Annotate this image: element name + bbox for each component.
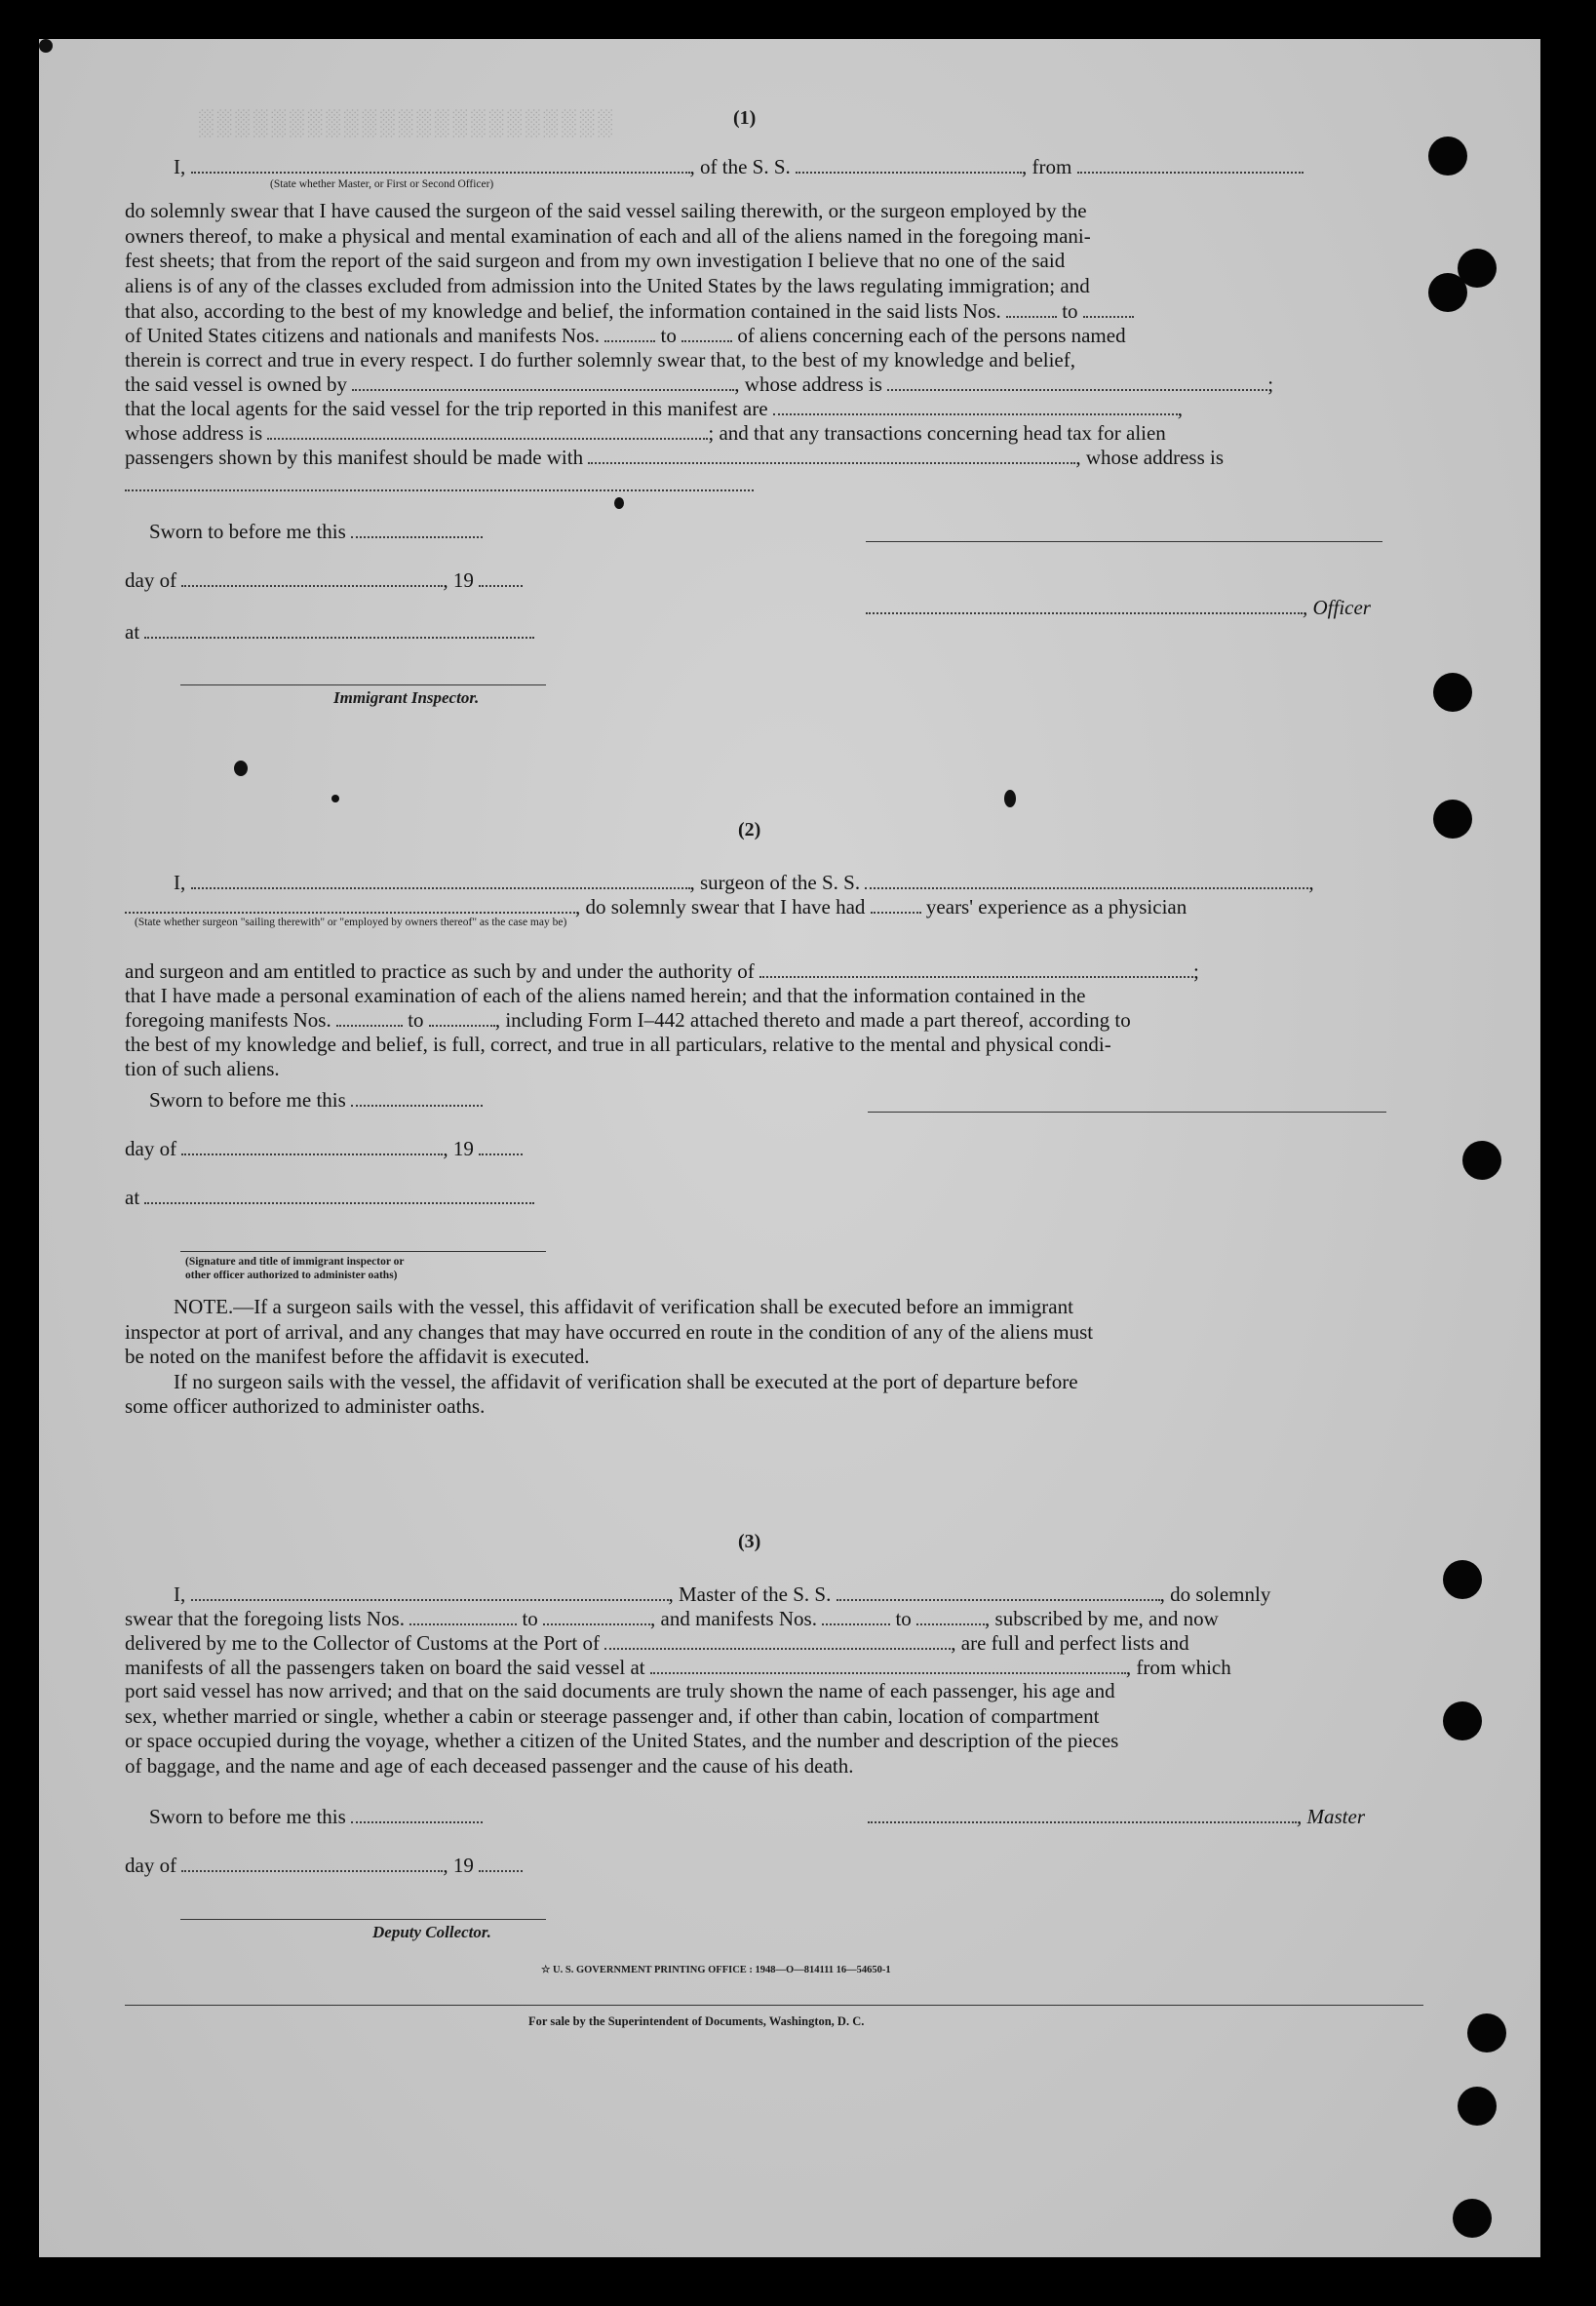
punch-hole	[1443, 1560, 1482, 1599]
s3-collector-label: Deputy Collector.	[372, 1923, 491, 1941]
punch-hole	[1453, 2199, 1492, 2238]
s1-owner-address-field	[887, 373, 1267, 391]
s1-caption: (State whether Master, or First or Second Officer)	[270, 178, 494, 190]
s1-officer-signature-line	[866, 541, 1382, 542]
s2-ship-field	[865, 872, 1308, 889]
s1-day-field	[181, 569, 443, 587]
punch-hole	[1467, 2013, 1506, 2052]
ink-blot	[1004, 790, 1016, 807]
s2-line-2: , do solemnly swear that I have had years' experience as a physician	[125, 894, 1187, 919]
s1-agents-field	[773, 398, 1178, 415]
s1-para-line: aliens is of any of the classes excluded from admission into the United States by the laws regulating immigration; and	[125, 273, 1090, 297]
s1-year-field	[479, 569, 523, 587]
s1-headtax-field	[588, 447, 1075, 464]
ink-blot	[614, 497, 624, 509]
s1-para-line: fest sheets; that from the report of the said surgeon and from my own investigation I believe that no one of the said	[125, 249, 1066, 272]
s3-lists-to	[543, 1608, 650, 1625]
s3-master-signature-field	[868, 1806, 1297, 1823]
s3-master-label: , Master	[1297, 1805, 1365, 1828]
ink-blot	[331, 795, 339, 802]
punch-hole	[1428, 137, 1467, 176]
section-3-number: (3)	[738, 1531, 761, 1552]
bleed-through-header: ░░░░░░░░░░░░░░░░░░░░░░░	[195, 109, 612, 138]
s3-para-line: or space occupied during the voyage, whether a citizen of the United States, and the number and description of the pieces	[125, 1729, 1119, 1752]
s2-surgeon-name-field	[191, 872, 690, 889]
s3-ship-field	[837, 1583, 1160, 1601]
punch-hole	[1462, 1141, 1501, 1180]
s1-officer-title-field	[866, 597, 1303, 614]
s2-sailing-field	[125, 896, 575, 914]
s3-para-line: port said vessel has now arrived; and that on the said documents are truly shown the name of each passenger, his age and	[125, 1679, 1115, 1702]
s1-agents-line: that the local agents for the said vessel for the trip reported in this manifest are ,	[125, 397, 1184, 420]
s2-line-3: and surgeon and am entitled to practice as such by and under the authority of ;	[125, 959, 1199, 983]
s1-ship-field	[796, 156, 1022, 174]
s1-at-line: at	[125, 619, 534, 645]
s1-line-1	[174, 154, 1304, 179]
s1-officer-label: , Officer	[1303, 596, 1371, 619]
s1-manifest-to	[681, 325, 732, 342]
s1-ss-label: , of the S. S.	[689, 155, 791, 178]
ink-blot	[234, 761, 248, 776]
ink-blot	[39, 39, 53, 53]
s3-line-3: delivered by me to the Collector of Customs at the Port of , are full and perfect lists and	[125, 1631, 1189, 1655]
s3-year-field	[479, 1855, 523, 1872]
s1-from-field	[1077, 156, 1304, 174]
s3-master-name-field	[191, 1583, 669, 1601]
form-page	[39, 39, 1540, 2257]
s3-line-4: manifests of all the passengers taken on board the said vessel at , from which	[125, 1656, 1231, 1679]
s1-agents-address-field	[267, 422, 708, 440]
s1-i: I,	[174, 155, 186, 178]
s1-day-line: day of , 19	[125, 567, 523, 593]
section-1-number: (1)	[733, 107, 757, 129]
s2-line-4: that I have made a personal examination of each of the aliens named herein; and that the information contained in the	[125, 984, 1086, 1007]
s2-sworn-field	[351, 1089, 483, 1107]
s1-info-line: that also, according to the best of my knowledge and belief, the information contained in the said lists Nos. to	[125, 298, 1134, 324]
s2-caption: (State whether surgeon "sailing therewith" or "employed by owners thereof" as the case may be)	[135, 917, 567, 928]
s1-sworn-field	[351, 521, 483, 538]
note-line: inspector at port of arrival, and any changes that may have occurred en route in the condition of any of the aliens must	[125, 1319, 1094, 1344]
s2-day-field	[181, 1138, 443, 1155]
s1-passengers-line: passengers shown by this manifest should be made with , whose address is	[125, 446, 1225, 469]
s2-authority-field	[759, 960, 1193, 978]
s3-manifest-from	[822, 1608, 890, 1625]
s2-manifest-from	[336, 1009, 403, 1027]
s2-line-5: foregoing manifests Nos. to , including Form I–442 attached thereto and made a part thereof, according to	[125, 1008, 1131, 1032]
s2-line-6: the best of my knowledge and belief, is full, correct, and true in all particulars, relative to the mental and physical condi-	[125, 1033, 1111, 1056]
punch-hole	[1458, 2087, 1497, 2126]
s1-inspector-label: Immigrant Inspector.	[333, 688, 480, 707]
s1-sworn-line: Sworn to before me this	[149, 519, 483, 544]
s3-sworn-line: Sworn to before me this	[149, 1804, 483, 1829]
s1-manifest-from	[604, 325, 655, 342]
s1-officer-line	[866, 595, 1371, 620]
s2-line-7: tion of such aliens.	[125, 1057, 280, 1080]
s3-paragraph	[125, 1679, 1425, 1778]
s3-para-line: of baggage, and the name and age of each deceased passenger and the cause of his death.	[125, 1753, 854, 1778]
s1-para-line: owners thereof, to make a physical and mental examination of each and all of the aliens named in the foregoing mani-	[125, 223, 1091, 248]
s1-address-continuation	[125, 489, 754, 491]
note-line: be noted on the manifest before the affidavit is executed.	[125, 1345, 590, 1368]
s1-owner-field	[352, 373, 734, 391]
punch-hole	[1433, 673, 1472, 712]
s3-line-2: swear that the foregoing lists Nos. to , and manifests Nos. to , subscribed by me, and now	[125, 1607, 1219, 1630]
s2-day-line: day of , 19	[125, 1136, 523, 1161]
punch-hole	[1443, 1701, 1482, 1740]
s3-collector-signature-line	[180, 1919, 546, 1920]
s1-para-line: do solemnly swear that I have caused the surgeon of the said vessel sailing therewith, or the surgeon employed by the	[125, 199, 1087, 222]
s2-years-field	[871, 896, 921, 914]
s2-sig-caption-2: other officer authorized to administer oaths)	[185, 1270, 398, 1281]
s1-officer-field	[191, 156, 690, 174]
s3-line-1: I, , Master of the S. S. , do solemnly	[174, 1583, 1271, 1606]
s3-port-field	[604, 1632, 951, 1650]
s1-lists-to	[1083, 300, 1134, 318]
s3-day-field	[181, 1855, 443, 1872]
s1-lists-from	[1006, 300, 1057, 318]
s2-at-line: at	[125, 1185, 534, 1210]
punch-hole	[1428, 273, 1467, 312]
s1-owned-line: the said vessel is owned by , whose address is ;	[125, 372, 1274, 396]
s3-sworn-field	[351, 1806, 483, 1823]
s1-correct-line: therein is correct and true in every respect. I do further solemnly swear that, to the best of my knowledge and belief,	[125, 348, 1075, 371]
s3-lists-from	[409, 1608, 517, 1625]
note-line: If no surgeon sails with the vessel, the affidavit of verification shall be executed at the port of departure before	[174, 1369, 1078, 1393]
footer-rule	[125, 2005, 1423, 2006]
printer-imprint: ☆ U. S. GOVERNMENT PRINTING OFFICE : 1948—O—814111 16—54650-1	[541, 1965, 891, 1975]
s2-year-field	[479, 1138, 523, 1155]
note-line: some officer authorized to administer oaths.	[125, 1394, 486, 1418]
s2-at-field	[144, 1187, 534, 1204]
s2-sworn-line: Sworn to before me this	[149, 1087, 483, 1113]
s1-us-line: of United States citizens and nationals and manifests Nos. to of aliens concerning each of the persons named	[125, 324, 1126, 347]
punch-hole	[1433, 800, 1472, 839]
s2-inspector-signature-line	[180, 1251, 546, 1252]
s3-origin-port-field	[650, 1657, 1126, 1674]
s1-paragraph	[125, 199, 1412, 298]
s2-manifest-to	[429, 1009, 495, 1027]
s2-line-1: I, , surgeon of the S. S. ,	[174, 871, 1314, 894]
s3-day-line: day of , 19	[125, 1853, 523, 1878]
s3-manifest-to	[916, 1608, 985, 1625]
section-2-number: (2)	[738, 819, 761, 840]
s1-inspector-signature-line	[180, 684, 546, 685]
for-sale-notice: For sale by the Superintendent of Documents, Washington, D. C.	[528, 2014, 865, 2028]
s3-para-line: sex, whether married or single, whether a cabin or steerage passenger and, if other than cabin, location of compartment	[125, 1703, 1100, 1728]
s1-at-field	[144, 621, 534, 639]
note-line: NOTE.—If a surgeon sails with the vessel, this affidavit of verification shall be executed before an immigrant	[174, 1295, 1073, 1318]
s2-surgeon-signature-line	[868, 1112, 1386, 1113]
s3-master-line	[868, 1804, 1365, 1829]
s2-sig-caption-1: (Signature and title of immigrant inspector or	[185, 1256, 405, 1268]
s1-from-label: , from	[1022, 155, 1072, 178]
s2-note	[125, 1295, 1412, 1420]
s1-whose-line: whose address is ; and that any transactions concerning head tax for alien	[125, 421, 1166, 445]
